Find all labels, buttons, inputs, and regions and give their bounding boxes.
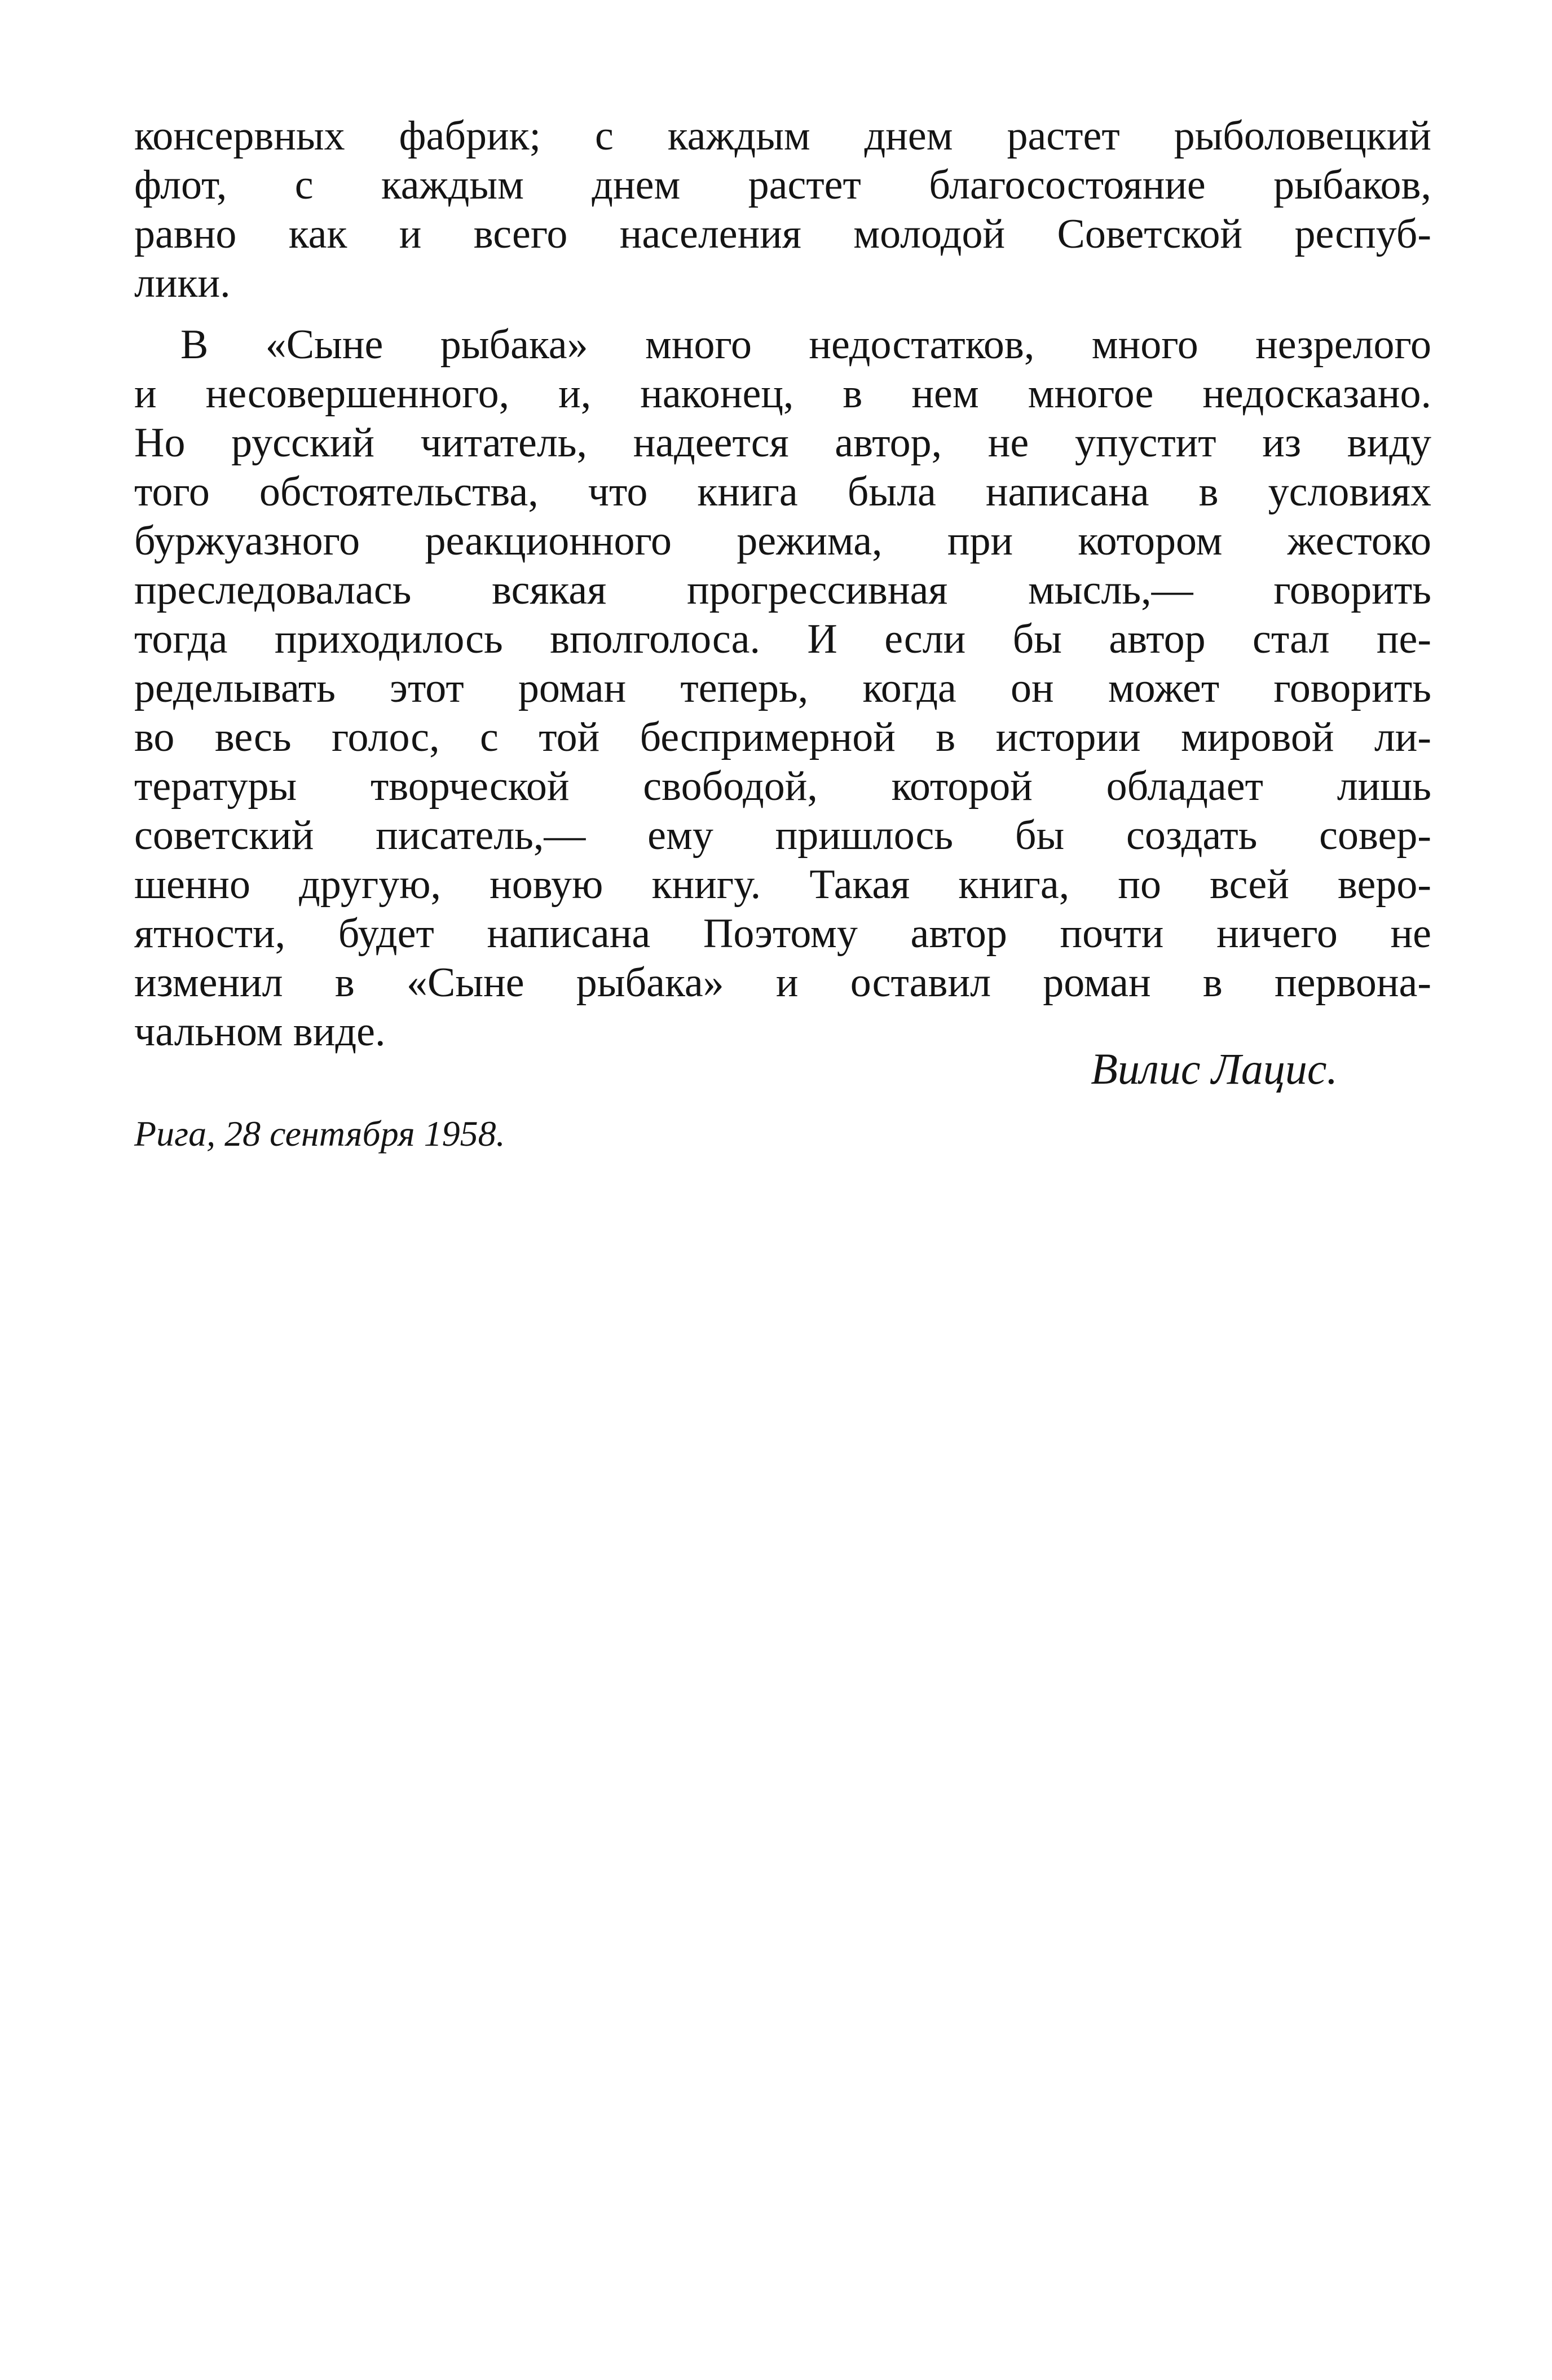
text-line: тературы творческой свободой, которой обладает лишь bbox=[134, 763, 1431, 810]
text-line: равно как и всего населения молодой Советской респуб- bbox=[134, 211, 1431, 257]
paragraph-spacer bbox=[134, 308, 1431, 320]
text-line: чальном виде. bbox=[134, 1009, 386, 1055]
text-line: того обстоятельства, что книга была написана в условиях bbox=[134, 469, 1431, 515]
text-line: тогда приходилось вполголоса. И если бы автор стал пе- bbox=[134, 616, 1431, 662]
place-and-date: Рига, 28 сентября 1958. bbox=[134, 1114, 505, 1154]
text-line: Но русский читатель, надеется автор, не упустит из виду bbox=[134, 420, 1431, 466]
text-line: В «Сыне рыбака» много недостатков, много незрелого bbox=[180, 322, 1431, 368]
paragraph-1 bbox=[134, 112, 1431, 308]
text-line: и несовершенного, и, наконец, в нем многое недосказано. bbox=[134, 371, 1431, 417]
body-text bbox=[134, 112, 1431, 1057]
text-line: лики. bbox=[134, 260, 231, 306]
text-line: изменил в «Сыне рыбака» и оставил роман в первона- bbox=[134, 960, 1431, 1006]
text-line: ределывать этот роман теперь, когда он может говорить bbox=[134, 665, 1431, 711]
author-signature: Вилис Лацис. bbox=[1091, 1044, 1338, 1093]
text-line: флот, с каждым днем растет благосостояние рыбаков, bbox=[134, 162, 1431, 208]
text-line: во весь голос, с той беспримерной в истории мировой ли- bbox=[134, 714, 1431, 760]
text-line: ятности, будет написана Поэтому автор почти ничего не bbox=[134, 910, 1431, 957]
text-line: консервных фабрик; с каждым днем растет рыболовецкий bbox=[134, 113, 1431, 159]
paragraph-2 bbox=[134, 320, 1431, 1057]
text-line: преследовалась всякая прогрессивная мысль,— говорить bbox=[134, 567, 1431, 613]
text-line: буржуазного реакционного режима, при котором жестоко bbox=[134, 518, 1431, 564]
text-line: шенно другую, новую книгу. Такая книга, по всей веро- bbox=[134, 861, 1431, 908]
text-line: советский писатель,— ему пришлось бы создать совер- bbox=[134, 812, 1431, 859]
